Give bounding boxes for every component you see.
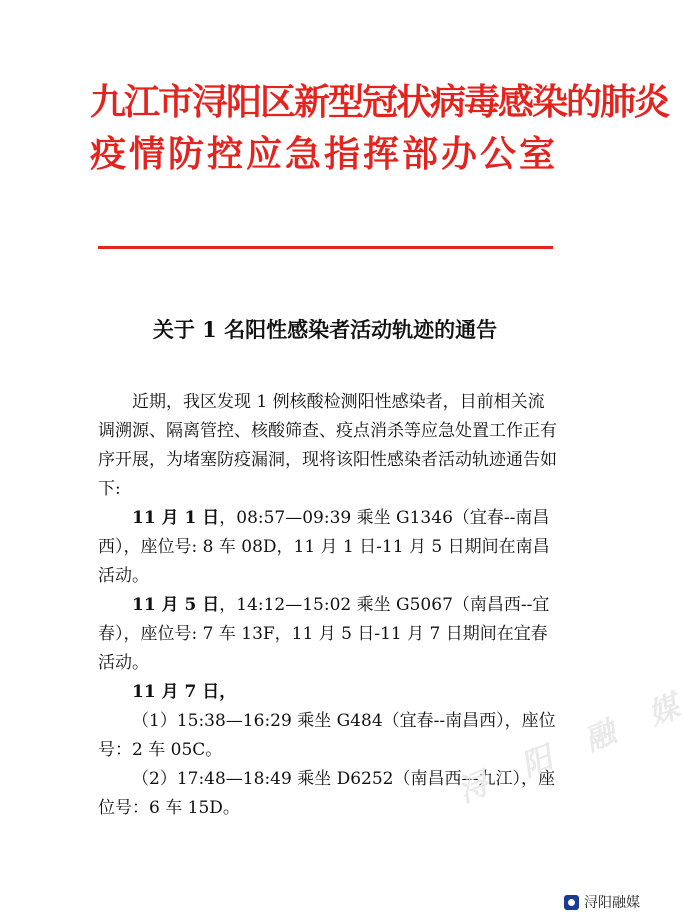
entry-text: ，14:12—15:02 乘坐 G5067（南昌西--宜春），座位号: 7 车 13F，11 月 5 日-11 月 7 日期间在宜春活动。 [98, 595, 550, 673]
watermark-text: 浔 阳 融 媒 [452, 684, 698, 810]
entry-nov-7-date: 11 月 7 日， [132, 682, 237, 702]
entry-nov-1 [98, 504, 558, 591]
notice-title: 关于 1 名阳性感染者活动轨迹的通告 [152, 317, 498, 342]
issuer-name-line-2: 疫情防控应急指挥部办公室 [90, 133, 559, 175]
red-divider [98, 246, 553, 249]
intro-paragraph: 近期，我区发现 1 例核酸检测阳性感染者，目前相关流调溯源、隔离管控、核酸筛查、疫点消杀等应急处置工作正有序开展，为堵塞防疫漏洞，现将该阳性感染者活动轨迹通告如下: [98, 392, 557, 499]
entry-text: ，08:57—09:39 乘坐 G1346（宜春--南昌西），座位号: 8 车 08D，11 月 1 日-11 月 5 日期间在南昌活动。 [98, 508, 550, 586]
issuer-name-line-1: 九江市浔阳区新型冠状病毒感染的肺炎 [90, 81, 669, 123]
entry-nov-5 [98, 591, 558, 678]
brand-logo [564, 892, 640, 912]
issuer-header [90, 78, 669, 178]
entry-date: 11 月 5 日 [132, 595, 220, 615]
brand-icon [564, 895, 579, 910]
entry-nov-7-item-2: （2）17:48—18:49 乘坐 D6252（南昌西—九江），座位号：6 车 15D。 [98, 769, 555, 818]
entry-nov-7-item-1: （1）15:38—16:29 乘坐 G484（宜春--南昌西），座位号：2 车 05C。 [98, 711, 556, 760]
brand-name: 浔阳融媒 [584, 895, 640, 911]
entry-date: 11 月 1 日 [132, 508, 220, 528]
